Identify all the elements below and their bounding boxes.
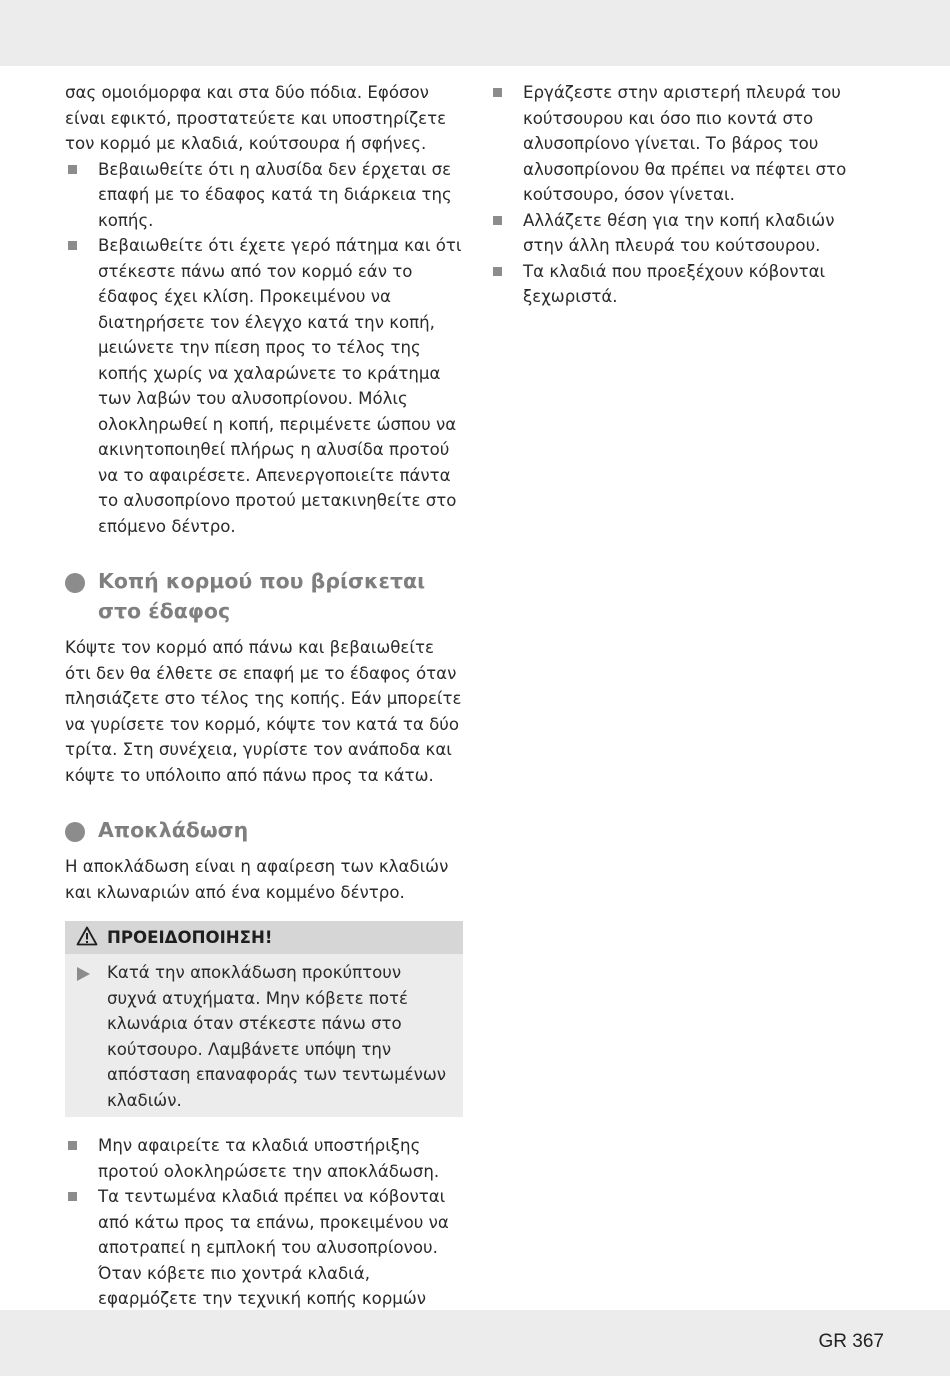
bullet-square-icon bbox=[493, 88, 502, 97]
bullet-square-icon bbox=[493, 267, 502, 276]
page-number: GR 367 bbox=[818, 1331, 884, 1352]
footer-band bbox=[0, 1310, 950, 1376]
section-heading-text: Αποκλάδωση bbox=[98, 818, 249, 842]
list-item bbox=[65, 233, 463, 539]
heading-circle-icon bbox=[65, 822, 85, 842]
warning-body bbox=[65, 954, 463, 1113]
section-heading bbox=[65, 566, 463, 626]
list-item-text: Τα κλαδιά που προεξέχουν κόβονται ξεχωριστά. bbox=[523, 261, 826, 306]
bullet-square-icon bbox=[68, 241, 77, 250]
list-item-text: Βεβαιωθείτε ότι η αλυσίδα δεν έρχεται σε επαφή με το έδαφος κατά τη διάρκεια της κοπής. bbox=[98, 159, 452, 230]
bullet-square-icon bbox=[68, 1192, 77, 1201]
warning-text: Κατά την αποκλάδωση προκύπτουν συχνά ατυχήματα. Μην κόβετε ποτέ κλωνάρια όταν στέκεστε πάνω στο κούτσουρο. Λαμβάνετε υπόψη την απόσταση επαναφοράς των τεντωμένων κλαδιών. bbox=[107, 963, 447, 1110]
list-item-text: Αλλάζετε θέση για την κοπή κλαδιών στην άλλη πλευρά του κούτσουρου. bbox=[523, 210, 835, 255]
list-item bbox=[65, 1133, 463, 1184]
list-item-text: Μην αφαιρείτε τα κλαδιά υποστήριξης προτού ολοκληρώσετε την αποκλάδωση. bbox=[98, 1136, 440, 1181]
left-column bbox=[65, 80, 463, 1337]
list-item bbox=[65, 157, 463, 234]
bullet-square-icon bbox=[68, 165, 77, 174]
section-paragraph: Η αποκλάδωση είναι η αφαίρεση των κλαδιών και κλωναριών από ένα κομμένο δέντρο. bbox=[65, 857, 449, 902]
heading-circle-icon bbox=[65, 573, 85, 593]
list-item-text: Εργάζεστε στην αριστερή πλευρά του κούτσουρου και όσο πιο κοντά στο αλυσοπρίονο γίνεται. Το βάρος του αλυσοπρίονου θα πρέπει να πέφτει στο κούτσουρο, όσον γίνεται. bbox=[523, 83, 847, 204]
intro-paragraph: σας ομοιόμορφα και στα δύο πόδια. Εφόσον είναι εφικτό, προστατεύετε και υποστηρίζετε τον κορμό με κλαδιά, κούτσουρα ή σφήνες. bbox=[65, 83, 447, 153]
list-item bbox=[490, 208, 870, 259]
warning-triangle-icon bbox=[76, 926, 98, 946]
list-item bbox=[490, 80, 870, 208]
list-item bbox=[490, 259, 870, 310]
warning-box bbox=[65, 921, 463, 1117]
warning-header bbox=[65, 921, 463, 954]
arrow-right-icon bbox=[77, 967, 90, 981]
bullet-square-icon bbox=[493, 216, 502, 225]
section-heading bbox=[65, 815, 463, 845]
list-item-text: Βεβαιωθείτε ότι έχετε γερό πάτημα και ότι στέκεστε πάνω από τον κορμό εάν το έδαφος έχει κλίση. Προκειμένου να διατηρήσετε τον έλεγχο κατά την κοπή, μειώνετε την πίεση προς το τέλος της κοπής χωρίς να χαλαρώνετε το κράτημα των λαβών του αλυσοπρίονου. Μόλις ολοκληρωθεί η κοπή, περιμένετε ώσπου να ακινητοποιηθεί πλήρως η αλυσίδα προτού να το αφαιρέσετε. Απενεργοποιείτε πάντα το αλυσοπρίονο προτού μετακινηθείτε στο επόμενο δέντρο. bbox=[98, 236, 462, 536]
bullet-square-icon bbox=[68, 1141, 77, 1150]
section-paragraph: Κόψτε τον κορμό από πάνω και βεβαιωθείτε ότι δεν θα έλθετε σε επαφή με το έδαφος όταν πλησιάζετε στο τέλος της κοπής. Εάν μπορείτε να γυρίσετε τον κορμό, κόψτε τον κατά τα δύο τρίτα. Στη συνέχεια, γυρίστε τον ανάποδα και κόψτε το υπόλοιπο από πάνω προς τα κάτω. bbox=[65, 638, 462, 785]
section-heading-text: Κοπή κορμού που βρίσκεται στο έδαφος bbox=[98, 569, 426, 623]
header-band bbox=[0, 0, 950, 66]
warning-title: ΠΡΟΕΙΔΟΠΟΙΗΣΗ! bbox=[107, 928, 273, 947]
right-column bbox=[490, 80, 870, 310]
list-item-text: Τα τεντωμένα κλαδιά πρέπει να κόβονται από κάτω προς τα επάνω, προκειμένου να αποτραπεί η εμπλοκή του αλυσοπρίονου. Όταν κόβετε πιο χοντρά κλαδιά, εφαρμόζετε την τεχνική κοπής κορμών bbox=[98, 1187, 449, 1308]
